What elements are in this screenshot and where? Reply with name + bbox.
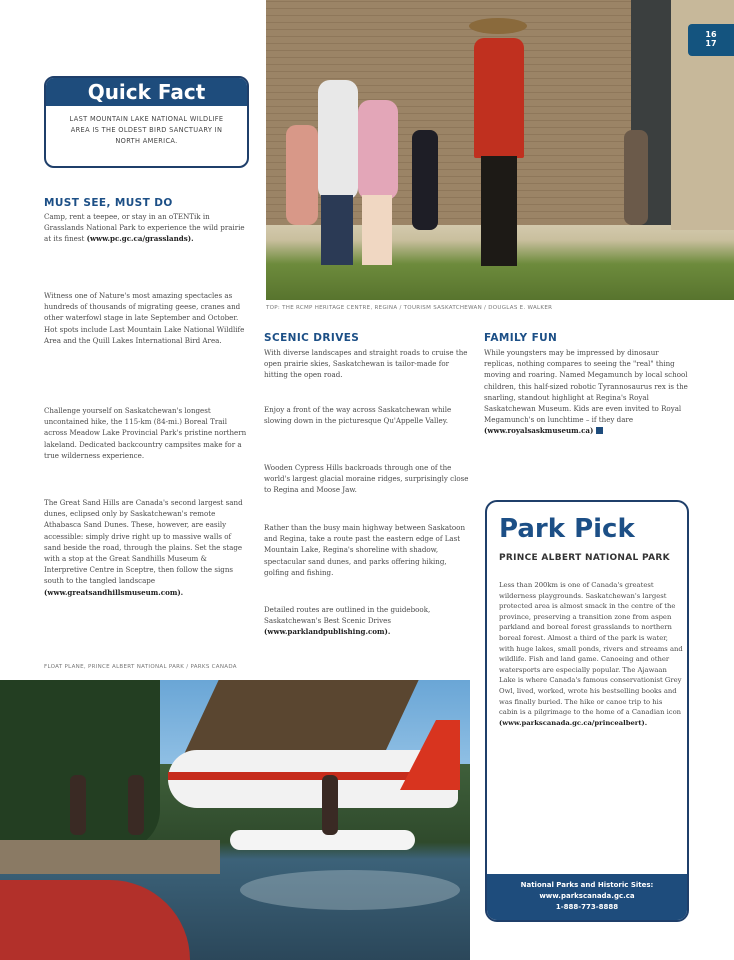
scenic-paragraph — [264, 604, 470, 638]
photo-mountie-hat — [469, 18, 527, 34]
scenic-paragraph: Rather than the busy main highway between Saskatoon and Regina, take a route past the eastern edge of Last Mountain Lake, Regina's shoreline with shadow, spectacular sand dunes, and parks offering hiking, golfing and fishing. — [264, 523, 466, 577]
photo-person — [128, 775, 144, 835]
footer-label: National Parks and Historic Sites: — [520, 881, 654, 889]
royal-sask-museum-link[interactable]: (www.royalsaskmuseum.ca) — [484, 426, 594, 436]
photo-rcmp-heritage-centre — [266, 0, 734, 300]
great-sand-hills-link[interactable]: (www.greatsandhillsmuseum.com). — [44, 587, 184, 597]
family-paragraph — [484, 347, 688, 437]
photo-person — [70, 775, 86, 835]
park-pick-subtitle: PRINCE ALBERT NATIONAL PARK — [499, 553, 670, 563]
photo-person — [412, 130, 438, 230]
photo-mountie-legs — [481, 156, 517, 266]
scenic-drives-heading: SCENIC DRIVES — [264, 332, 360, 344]
photo-dock — [0, 840, 220, 874]
photo-person — [624, 130, 648, 225]
end-of-article-icon — [596, 427, 603, 434]
photo-person — [322, 775, 338, 835]
park-pick-body — [499, 580, 683, 728]
paragraph-text: Camp, rent a teepee, or stay in an oTENTik in Grasslands National Park to experience the wild prairie at its finest — [44, 212, 245, 244]
paragraph-text: While youngsters may be impressed by dinosaur replicas, nothing compares to seeing the "real" thing moving and roaring. Named Megamunch by local school children, this half-sized robotic Tyrannosaurus rex is the snarling, standout highlight at Regina's Royal Saskatchewan Museum. Kids are even invited to Royal Megamunch's on lunchtime – if they dare — [484, 348, 688, 425]
scenic-paragraph: With diverse landscapes and straight roads to cruise the open prairie skies, Saskatchewan is tailor-made for hitting the open road. — [264, 348, 468, 380]
quick-fact-title: Quick Fact — [46, 78, 247, 106]
caption-top: TOP: THE RCMP HERITAGE CENTRE, REGINA / TOURISM SASKATCHEWAN / DOUGLAS E. WALKER — [266, 305, 553, 311]
phone-number: 1-888-773-8888 — [555, 903, 619, 911]
must-see-paragraph: Challenge yourself on Saskatchewan's longest uncontained hike, the 115-km (84-mi.) Boreal Trail across Meadow Lake Provincial Park's pristine northern lakeland. Dedicated backcountry campsites make for a true wilderness experience. — [44, 406, 247, 460]
quick-fact-box — [44, 76, 249, 168]
photo-mountie — [474, 38, 524, 158]
must-see-heading: MUST SEE, MUST DO — [44, 197, 173, 209]
photo-person — [286, 125, 318, 225]
family-fun-heading: FAMILY FUN — [484, 332, 558, 344]
photo-person-legs — [362, 195, 392, 265]
caption-bottom: FLOAT PLANE, PRINCE ALBERT NATIONAL PARK / PARKS CANADA — [44, 664, 237, 670]
prince-albert-link[interactable]: (www.parkscanada.gc.ca/princealbert). — [499, 718, 648, 727]
photo-plane-float — [230, 830, 415, 850]
must-see-paragraph — [44, 497, 250, 598]
must-see-paragraph — [44, 211, 250, 245]
photo-float-plane — [0, 680, 470, 960]
paragraph-text: Detailed routes are outlined in the guidebook, Saskatchewan's Best Scenic Drives — [264, 605, 431, 626]
photo-water-reflection — [240, 870, 460, 910]
paragraph-text: Less than 200km is one of Canada's greatest wilderness playgrounds. Saskatchewan's largest protected area is almost smack in the centre of the province, preserving a transition zone from aspen parkland and boreal forest grasslands to northern boreal forest. Almost a third of the park is water, with huge lakes, small ponds, rivers and streams and wildlife. Fish and land game. Canoeing and other watersports are especially popular. The Ajawaan Lake is where Canada's famous conservationist Grey Owl, lived, worked, wrote his bestselling books and was finally buried. The hike or canoe trip to his cabin is a pilgrimage to the home of a Canadian icon — [499, 581, 683, 717]
park-pick-title: Park Pick — [499, 514, 635, 544]
grasslands-link[interactable]: (www.pc.gc.ca/grasslands). — [86, 234, 194, 244]
paragraph-text: The Great Sand Hills are Canada's second largest sand dunes, eclipsed only by Saskatchewan's remote Athabasca Sand Dunes. These, however, are easily accessible: simply drive right up to massive walls of sand beside the road, through the plains. Set the stage with a stop at the Great Sandhills Museum & Interpretive Centre in Sceptre, then follow the signs south to the tangled landscape — [44, 498, 243, 586]
must-see-paragraph: Witness one of Nature's most amazing spectacles as hundreds of thousands of migrating geese, cranes and other waterfowl stage in late September and October. Hot spots include Last Mountain Lake National Wildlife Area and the Quill Lakes International Bird Area. — [44, 291, 245, 345]
photo-canoe — [0, 880, 190, 960]
photo-plane-wing — [181, 680, 418, 760]
page-number-tab — [688, 24, 734, 56]
scenic-paragraph: Wooden Cypress Hills backroads through one of the world's largest glacial moraine ridges, surprisingly close to Regina and Moose Jaw. — [264, 463, 469, 495]
parks-canada-link[interactable]: www.parkscanada.gc.ca — [539, 892, 635, 900]
park-pick-box — [485, 500, 689, 922]
photo-person — [318, 80, 358, 200]
photo-person-legs — [321, 195, 353, 265]
park-pick-footer — [487, 874, 687, 920]
page-number: 16 17 — [705, 30, 717, 48]
photo-person — [358, 100, 398, 200]
quick-fact-text: LAST MOUNTAIN LAKE NATIONAL WILDLIFE AREA IS THE OLDEST BIRD SANCTUARY IN NORTH AMERICA. — [69, 115, 224, 145]
scenic-paragraph: Enjoy a front of the way across Saskatchewan while slowing down in the picturesque Qu'Appelle Valley. — [264, 405, 452, 426]
parkland-publishing-link[interactable]: (www.parklandpublishing.com). — [264, 627, 391, 637]
